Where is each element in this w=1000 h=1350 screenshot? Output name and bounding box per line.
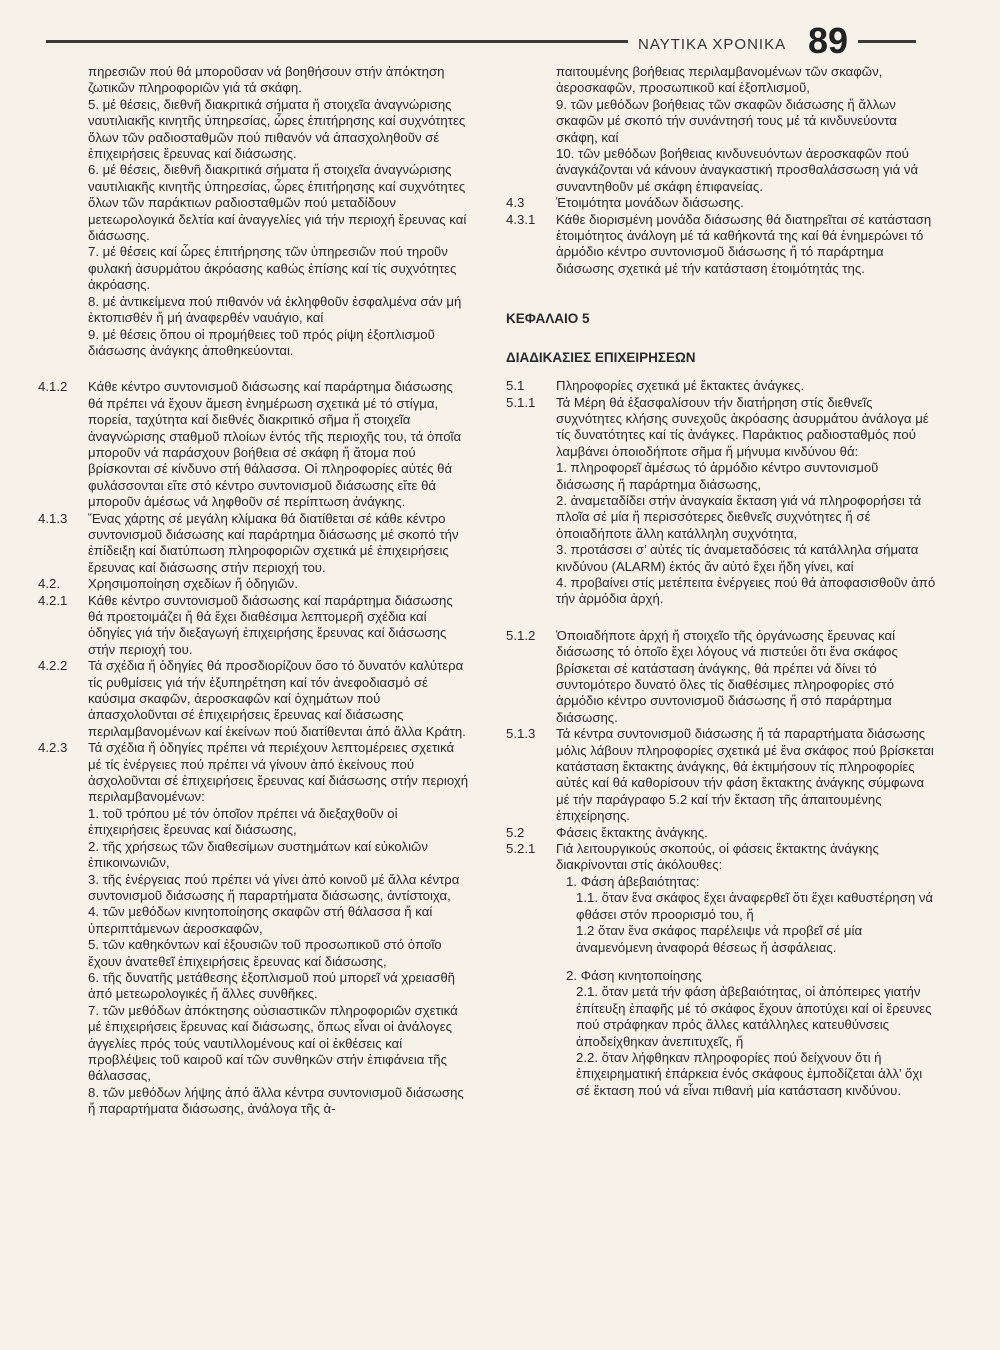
- section-text: Τά κέντρα συντονισμοῦ διάσωσης ἤ τά παραρτήματα διάσωσης μόλις λάβουν πληροφορίες σχετικά μέ ἕνα σκάφος πού βρίσκεται κατάσταση ἔκτακτης ἀνάγκης, θά ἐκτιμήσουν τίς πληροφορίες αὐτές καί θά καθορίσουν τήν φάση ἔκτακτης ἀνάγκης σύμφωνα μέ τήν παράγραφο 5.2 καί τήν ἔκταση τῆς ἀπαιτουμένης ἐπιχείρησης.: [556, 726, 934, 824]
- section-5-2-1: [506, 841, 936, 1099]
- running-title: ΝΑΥΤΙΚΑ ΧΡΟΝΙΚΑ: [638, 36, 787, 53]
- list-item: 6. μέ θέσεις, διεθνῆ διακριτικά σήματα ἤ στοιχεῖα ἀναγνώρισης ναυτιλιακῆς κινητῆς ὑπηρεσίας, ὧρες ἐπιτήρησης καί συχνότητες ὅλων τῶν παράκτιων ραδιοσταθμῶν πού μεταδίδουν μετεωρολογικά δελτία καί ἀναγγελίες γιά τήν περιοχή ἔρευνας καί διάσωσης.: [88, 162, 467, 244]
- list-item: 1.1. ὅταν ἕνα σκάφος ἔχει ἀναφερθεῖ ὅτι ἔχει καθυστέρηση νά φθάσει στόν προορισμό του, ἤ: [576, 890, 934, 922]
- list-item: 3. προτάσσει σ’ αὐτές τίς ἀναμεταδόσεις τά κατάλληλα σήματα κινδύνου (ALARM) ἐκτός ἄν αὐτό ἔχει ἤδη γίνει, καί: [556, 542, 919, 574]
- list-item: 2. ἀναμεταδίδει στήν ἀναγκαία ἔκταση γιά νά πληροφορήσει τά πλοῖα σέ μία ἤ περισσότερες διεθνεῖς συχνότητες ἤ σέ ὁποιαδήποτε ἄλλη κατάλληλη συχνότητα,: [556, 492, 922, 541]
- list-item: 2. τῆς χρήσεως τῶν διαθεσίμων συστημάτων καί εὐκολιῶν ἐπικοινωνιῶν,: [88, 838, 428, 871]
- section-number: 4.1.2: [38, 379, 68, 395]
- list-item: παιτουμένης βοήθειας περιλαμβανομένων τῶν σκαφῶν, ἀεροσκαφῶν, προσωπικοῦ καί ἐξοπλισμοῦ,: [556, 64, 883, 96]
- list-item: 4. προβαίνει στίς μετέπειτα ἐνέργειες πού θά ἀποφασισθοῦν ἀπό τήν ἁρμόδια ἀρχή.: [556, 574, 936, 607]
- left-column: [38, 64, 470, 1118]
- list-item: 10. τῶν μεθόδων βοήθειας κινδυνευόντων ἀεροσκαφῶν πού ἀναγκάζονται νά κάνουν ἀναγκαστική προσθαλάσσωση γιά νά συναντηθοῦν μέ σκάφη ἐπιφανείας.: [556, 146, 919, 194]
- section-text: Τά σχέδια ἤ ὁδηγίες θά προσδιορίζουν ὅσο τό δυνατόν καλύτερα τίς ρυθμίσεις γιά τήν ἐξυπηρέτηση καί τόν ἀνεφοδιασμό σέ καύσιμα σκαφῶν, ἀεροσκαφῶν καί ὀχημάτων πού ἀπασχολοῦνται σέ ἐπιχειρήσεις ἔρευνας καί διάσωσης περιλαμβανομένων καί ἐκείνων πού διατίθενται ἀπό ἄλλα Κράτη.: [88, 658, 466, 739]
- section-number: 5.2.1: [506, 841, 536, 857]
- section-text: Γιά λειτουργικούς σκοπούς, οἱ φάσεις ἔκτακτης ἀνάγκης διακρίνονται στίς ἀκόλουθες:: [556, 841, 879, 873]
- list-item: 2.1. ὅταν μετά τήν φάση ἀβεβαιότητας, οἱ ἀπόπειρες γιατήν ἐπίτευξη ἐπαφῆς μέ τό σκάφος ἔχουν ἀποτύχει καί οἱ ἔρευνες πού στράφηκαν πρός ἄλλες κατάλληλες κατευθύνσεις ἀποδείχθηκαν ἀνεπιτυχεῖς, ἤ: [576, 984, 932, 1049]
- list-item: 1.2 ὅταν ἕνα σκάφος παρέλειψε νά προβεῖ σέ μία ἀναμενόμενη ἀναφορά θέσεως ἤ ἀσφάλειας.: [576, 923, 863, 955]
- list-item: 7. μέ θέσεις καί ὧρες ἐπιτήρησης τῶν ὑπηρεσιῶν πού τηροῦν φυλακή ἀσυρμάτου ἀκρόασης καθώς ἐπίσης καί τίς συχνότητες ἀκρόασης.: [88, 244, 457, 293]
- section-5-1: [506, 378, 936, 394]
- section-text: Κάθε κέντρο συντονισμοῦ διάσωσης καί παράρτημα διάσωσης θά πρέπει νά ἔχουν ἄμεση ἐνημέρωση σχετικά μέ τό στίγμα, πορεία, ταχύτητα καί διεθνές διακριτικό σῆμα ἤ στοιχεῖα ἀναγνώρισης σταθμοῦ πλοίων ἐντός τῆς περιοχῆς του, τά ὁποῖα μποροῦν νά παράσχουν βοήθεια σέ σκάφη ἤ ἄτομα πού βρίσκονται σέ κίνδυνο στή θάλασσα. Οἱ πληροφορίες αὐτές θά φυλάσσονται εἴτε στό κέντρο συντονισμοῦ διάσωσης εἴτε θά μποροῦν ἀμέσως νά ληφθοῦν σέ περίπτωση ἀνάγκης.: [88, 379, 462, 510]
- section-5-1-2: [506, 628, 936, 726]
- list-item: 5. τῶν καθηκόντων καί ἐξουσιῶν τοῦ προσωπικοῦ στό ὁποῖο ἔχουν ἀνατεθεῖ ἐπιχειρήσεις ἔρευνας καί διάσωσης,: [88, 937, 442, 969]
- section-number: 4.3.1: [506, 211, 536, 227]
- section-number: 4.1.3: [38, 510, 68, 526]
- section-text: Κάθε διορισμένη μονάδα διάσωσης θά διατηρεῖται σέ κατάσταση ἑτοιμότητος ἀνάλογη μέ τά καθήκοντά της καί θά ἐνημερώνει τό ἁρμόδιο κέντρο συντονισμοῦ διάσωσης ἤ τό παράρτημα διάσωσης σχετικά μέ τήν κατάσταση ἑτοιμότητάς της.: [556, 211, 932, 276]
- list-item: 2.2. ὅταν λήφθηκαν πληροφορίες πού δείχνουν ὅτι ἡ ἐπιχειρηματική ἐπάρκεια ἑνός σκάφους ἐμποδίζεται ἀλλ’ ὄχι σέ ἔκταση πού νά εἶναι πιθανή μία κατάσταση κινδύνου.: [576, 1049, 923, 1098]
- section-number: 5.1.3: [506, 726, 536, 742]
- section-4-2-1: [38, 593, 470, 659]
- section-text: Τά Μέρη θά ἐξασφαλίσουν τήν διατήρηση στίς διεθνεῖς συχνότητες κλήσης συνεχοῦς ἀκρόασης ἀσυρμάτου ἀνάλογα μέ τίς δυνατότητες καί τίς ἀνάγκες. Παράκτιος ραδιοσταθμός πού λαμβάνει ὁποιοδήποτε σῆμα ἤ μήνυμα κινδύνου θά:: [556, 394, 929, 459]
- section-text: Ὁποιαδήποτε ἀρχή ἤ στοιχεῖο τῆς ὀργάνωσης ἔρευνας καί διάσωσης τό ὁποῖο ἔχει λόγους νά πιστεύει ὅτι ἕνα σκάφος βρίσκεται σέ κατάσταση ἀνάγκης, θά πρέπει νά δίνει τό συντομότερο δυνατό ὅλες τίς διαθέσιμες πληροφορίες στό ἁρμόδιο κέντρο συντονισμοῦ διάσωσης ἤ στό παράρτημα διάσωσης.: [556, 627, 898, 725]
- chapter-title: ΔΙΑΔΙΚΑΣΙΕΣ ΕΠΙΧΕΙΡΗΣΕΩΝ: [506, 349, 696, 365]
- intro-list: [38, 64, 470, 359]
- section-text: Φάσεις ἔκτακτης ἀνάγκης.: [556, 824, 708, 840]
- section-number: 4.2.: [38, 576, 60, 592]
- list-item: 3. τῆς ἐνέργειας πού πρέπει νά γίνει ἀπό κοινοῦ μέ ἄλλα κέντρα συντονισμοῦ διάσωσης ἤ παραρτήματα διάσωσης, ἀντίστοιχα,: [88, 871, 460, 903]
- page-number: 89: [808, 20, 849, 61]
- section-text: Ἕνας χάρτης σέ μεγάλη κλίμακα θά διατίθεται σέ κάθε κέντρο συντονισμοῦ διάσωσης καί παράρτημα διάσωσης μέ σκοπό τήν ἐπίδειξη καί διατύπωση πληροφοριῶν σχετικά μέ ἐπιχειρήσεις ἔρευνας καί διάσωσης στήν περιοχή του.: [88, 510, 459, 575]
- section-text: [556, 395, 936, 608]
- section-text: Ἑτοιμότητα μονάδων διάσωσης.: [556, 195, 744, 211]
- section-number: 4.2.2: [38, 658, 68, 674]
- list-item: 9. τῶν μεθόδων βοήθειας τῶν σκαφῶν διάσωσης ἤ ἄλλων σκαφῶν μέ σκοπό τήν συνάντησή τους μέ τά κινδυνεύοντα σκάφη, καί: [556, 96, 897, 145]
- list-item: 9. μέ θέσεις ὅπου οἱ προμήθειες τοῦ πρός ρίψη ἐξοπλισμοῦ διάσωσης ἀνάγκης ἀποθηκεύονται.: [88, 326, 435, 358]
- list-item: 7. τῶν μεθόδων ἀπόκτησης οὐσιαστικῶν πληροφοριῶν σχετικά μέ ἐπιχειρήσεις ἔρευνας καί διάσωσης, ὅπως εἶναι οἱ ἀνάλογες ἀγγελίες πρός τούς ναυτιλλομένους καί οἱ ἐκθέσεις καί προβλέψεις τοῦ καιροῦ καί τῶν συνθηκῶν στήν ἐπιφάνεια τῆς θάλασσας,: [88, 1002, 458, 1084]
- section-5-1-3: [506, 726, 936, 824]
- section-number: 5.1: [506, 378, 525, 394]
- section-4-1-3: [38, 511, 470, 577]
- chapter-heading: ΚΕΦΑΛΑΙΟ 5: [506, 311, 590, 327]
- header-rule-left: [46, 40, 628, 43]
- section-number: 5.1.2: [506, 627, 536, 643]
- section-text: [556, 841, 936, 1099]
- continued-list: [506, 64, 936, 195]
- section-text: [88, 740, 470, 1117]
- section-5-2: [506, 825, 936, 841]
- section-text: Πληροφορίες σχετικά μέ ἔκτακτες ἀνάγκες.: [556, 378, 805, 394]
- list-item: 4. τῶν μεθόδων κινητοποίησης σκαφῶν στή θάλασσα ἤ καί ὑπεριπτάμενων ἀεροσκαφῶν,: [88, 904, 433, 936]
- section-number: 4.2.3: [38, 740, 68, 756]
- list-item: 6. τῆς δυνατῆς μετάθεσης ἐξοπλισμοῦ πού μπορεῖ νά χρειασθῆ ἀπό μετεωρολογικές ἤ ἄλλες συνθῆκες.: [88, 969, 456, 1002]
- phase-title: 2. Φάση κινητοποίησης: [566, 967, 702, 983]
- section-number: 5.1.1: [506, 394, 536, 410]
- section-text: Κάθε κέντρο συντονισμοῦ διάσωσης καί παράρτημα διάσωσης θά προετοιμάζει ἤ θά ἔχει διαθέσιμα λεπτομερῆ σχέδια καί ὁδηγίες γιά τήν διεξαγωγή ἐπιχειρήσης ἔρευνας καί διάσωσης στήν περιοχή του.: [88, 592, 453, 657]
- list-item: 1. τοῦ τρόπου μέ τόν ὁποῖον πρέπει νά διεξαχθοῦν οἱ ἐπιχειρήσεις ἔρευνας καί διάσωσης,: [88, 805, 398, 838]
- section-5-1-1: [506, 395, 936, 608]
- list-item: 1. πληροφορεῖ ἀμέσως τό ἁρμόδιο κέντρο συντονισμοῦ διάσωσης ἤ παράρτημα διάσωσης,: [556, 460, 879, 492]
- phase-title: 1. Φάση ἀβεβαιότητας:: [566, 873, 700, 889]
- section-number: 5.2: [506, 824, 525, 840]
- section-4-2-2: [38, 658, 470, 740]
- list-item: 5. μέ θέσεις, διεθνῆ διακριτικά σήματα ἤ στοιχεῖα ἀναγνώρισης ναυτιλιακῆς κινητῆς ὑπηρεσίας, ὧρες ἐπιτήρησης καί συχνότητες ὅλων τῶν ραδιοσταθμῶν πού πιθανόν νά ἀπασχοληθοῦν σέ ἐπιχειρήσεις ἔρευνας καί διάσωσης.: [88, 96, 466, 162]
- right-column: [506, 64, 936, 1099]
- list-item: πηρεσιῶν πού θά μποροῦσαν νά βοηθήσουν στήν ἀπόκτηση ζωτικῶν πληροφοριῶν γιά τά σκάφη.: [88, 64, 445, 96]
- list-item: 8. τῶν μεθόδων λήψης ἀπό ἄλλα κέντρα συντονισμοῦ διάσωσης ἤ παραρτήματα διάσωσης, ἀνάλογα τῆς ἀ-: [88, 1084, 464, 1117]
- section-4-3: [506, 195, 936, 211]
- section-text: Χρησιμοποίηση σχεδίων ἤ ὁδηγιῶν.: [88, 576, 298, 592]
- section-text: Τά σχέδια ἤ ὁδηγίες πρέπει νά περιέχουν λεπτομέρειες σχετικά μέ τίς ἐνέργειες πού πρέπει νά γίνουν ἀπό ἐκείνους πού ἀσχολοῦνται σέ ἐπιχειρήσεις ἔρευνας καί διάσωσης στήν περιοχή περιλαμβανομένων:: [88, 740, 469, 805]
- header-rule-right: [858, 40, 916, 43]
- section-number: 4.3: [506, 195, 525, 211]
- section-4-1-2: [38, 379, 470, 510]
- section-4-2-3: [38, 740, 470, 1117]
- list-item: 8. μέ ἀντικείμενα πού πιθανόν νά ἐκληφθοῦν ἐσφαλμένα σάν μή ἐκτοπισθέν ἤ μή ἀναφερθέν ναυάγιο, καί: [88, 293, 462, 326]
- section-number: 4.2.1: [38, 592, 68, 608]
- section-4-2: [38, 576, 470, 592]
- section-4-3-1: [506, 212, 936, 278]
